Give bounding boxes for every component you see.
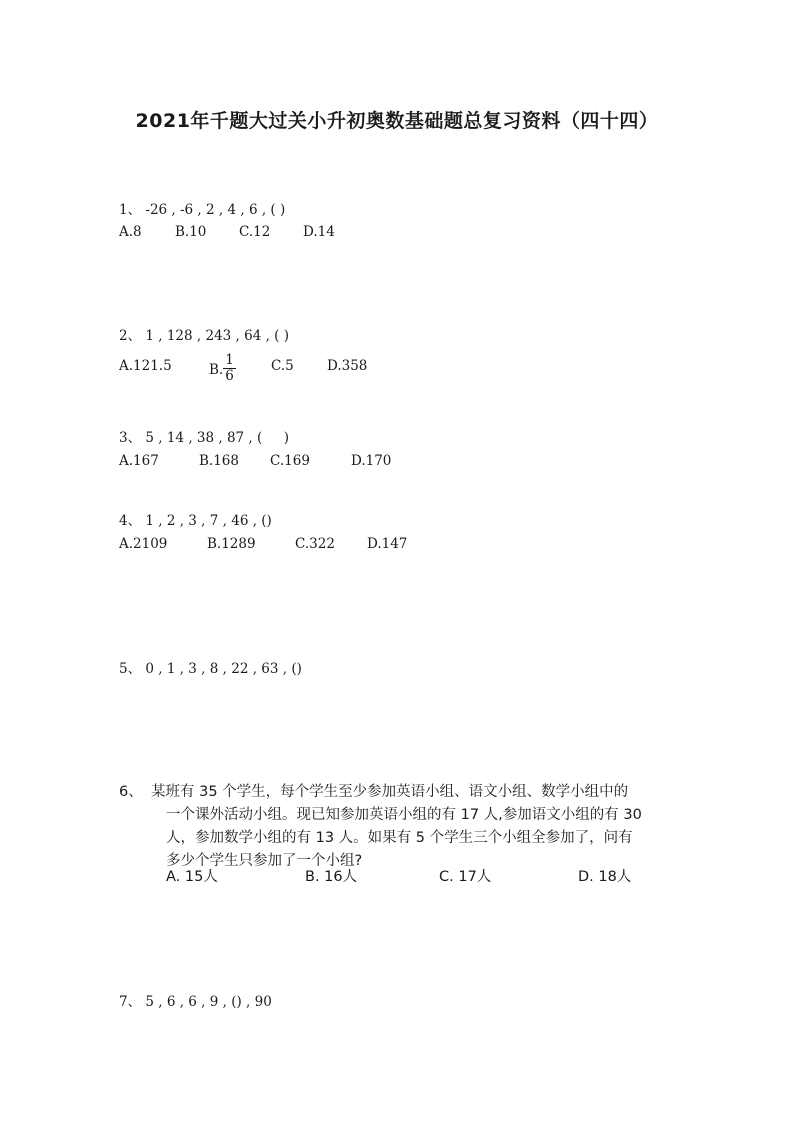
question-7-stem: 7、 5 , 6 , 6 , 9 , () , 90 (119, 994, 272, 1010)
question-4-option-b: B.1289 (207, 536, 256, 552)
question-6-option-d: D. 18人 (578, 869, 632, 885)
question-2-options (119, 352, 419, 385)
question-5-stem: 5、 0 , 1 , 3 , 8 , 22 , 63 , () (119, 661, 302, 677)
question-4-options (119, 533, 439, 555)
question-1-option-d: D.14 (303, 224, 335, 240)
question-6-line-1: 某班有 35 个学生，每个学生至少参加英语小组、语文小组、数学小组中的 (151, 784, 629, 800)
fraction-denominator: 6 (225, 368, 234, 384)
question-2-option-c: C.5 (271, 358, 294, 374)
question-2-option-d: D.358 (327, 358, 368, 374)
question-6-number: 6、 (119, 784, 143, 800)
question-1-option-c: C.12 (239, 224, 271, 240)
question-1-options (119, 221, 419, 243)
question-1-option-a: A.8 (119, 224, 142, 240)
question-6-option-a: A. 15人 (166, 869, 218, 885)
question-2-option-a: A.121.5 (119, 358, 172, 374)
question-3-option-b: B.168 (199, 453, 239, 469)
question-4-stem: 4、 1 , 2 , 3 , 7 , 46 , () (119, 513, 272, 529)
question-6-line-4: 多少个学生只参加了一个小组? (166, 853, 363, 869)
question-1-option-b: B.10 (175, 224, 207, 240)
question-2-stem: 2、 1 , 128 , 243 , 64 , ( ) (119, 328, 290, 344)
question-6-option-b: B. 16人 (305, 869, 358, 885)
document-title: 2021年千题大过关小升初奥数基础题总复习资料（四十四） (135, 110, 659, 132)
question-6-line-3: 人，参加数学小组的有 13 人。如果有 5 个学生三个小组全参加了，问有 (166, 830, 633, 846)
question-4-option-c: C.322 (295, 536, 335, 552)
question-6-line-2: 一个课外活动小组。现已知参加英语小组的有 17 人,参加语文小组的有 30 (166, 807, 642, 823)
question-1-stem: 1、 -26 , -6 , 2 , 4 , 6 , ( ) (119, 202, 286, 218)
question-3-option-c: C.169 (270, 453, 310, 469)
question-4-option-d: D.147 (367, 536, 408, 552)
question-3-stem: 3、 5 , 14 , 38 , 87 , ( ) (119, 430, 289, 446)
question-2-option-b (209, 352, 236, 386)
fraction-numerator: 1 (225, 352, 234, 368)
question-4-option-a: A.2109 (119, 536, 168, 552)
question-3-options (119, 450, 419, 472)
question-6-option-c: C. 17人 (439, 869, 492, 885)
question-3-option-d: D.170 (351, 453, 392, 469)
question-3-option-a: A.167 (119, 453, 159, 469)
question-2-option-b-prefix: B. (209, 362, 224, 378)
question-2-option-b-fraction (223, 353, 236, 384)
